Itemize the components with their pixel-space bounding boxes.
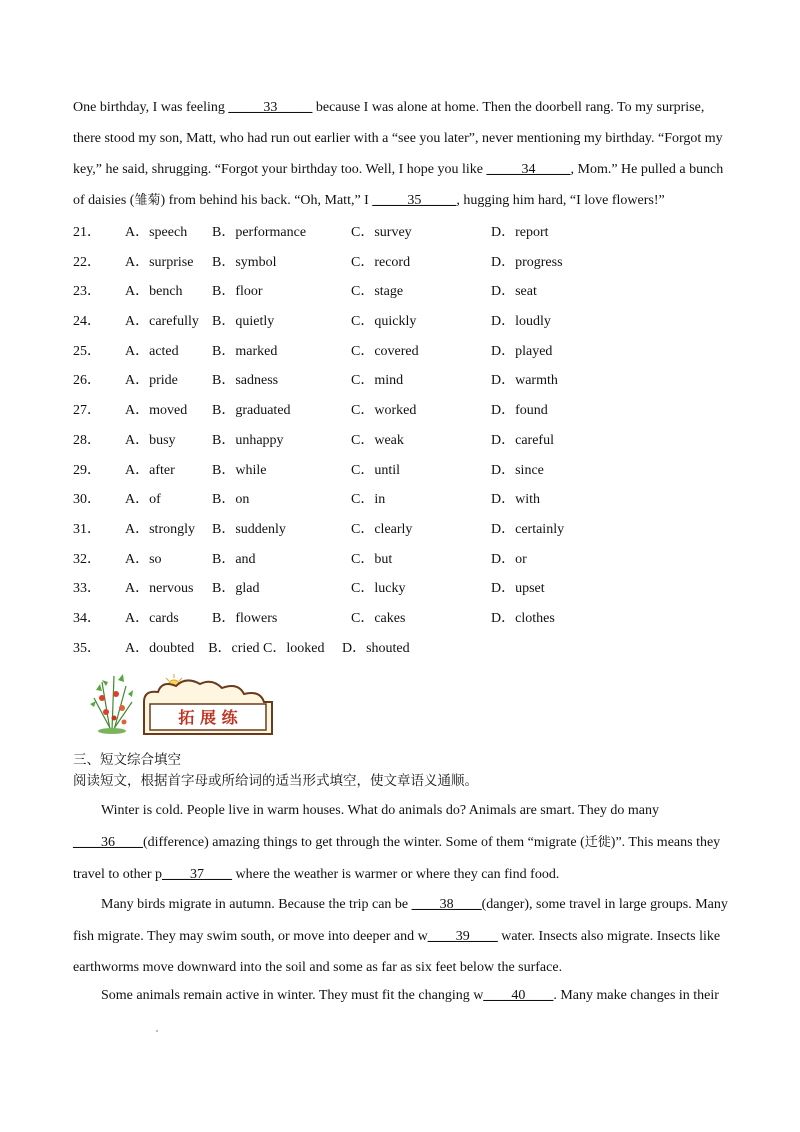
option-a[interactable]: A．surprise [125,254,194,270]
option-a[interactable]: A．pride [125,373,178,389]
question-number: 22． [73,254,101,270]
option-b[interactable]: B．graduated [212,403,291,419]
question-row [73,366,729,396]
option-b[interactable]: B．symbol [212,254,277,270]
passage-text: Winter is cold. People live in warm houses. What do animals do? Animals are smart. They do many [101,803,660,818]
option-a[interactable]: A．after [125,462,175,478]
option-a[interactable]: A．carefully [125,314,199,330]
passage-text: One birthday, I was feeling [73,100,229,115]
option-a[interactable]: A．cards [125,610,179,626]
question-row [73,515,729,545]
answer-options [73,218,729,663]
option-a[interactable]: A．busy [125,432,176,448]
option-a[interactable]: A．so [125,551,162,567]
option-c[interactable]: C．but [351,551,393,567]
passage-text: , hugging him hard, “I love flowers!” [456,193,665,208]
question-number: 27． [73,403,101,419]
option-d[interactable]: D．certainly [491,521,565,537]
chinese-gloss: 迁徙 [584,835,611,850]
option-b[interactable]: B．performance [212,225,307,240]
option-d[interactable]: D．with [491,492,540,508]
option-c[interactable]: C．clearly [351,521,413,537]
question-number: 33． [73,581,101,597]
passage-text: (danger), some travel in large groups. Many fish migrate. They may swim south, or move into deeper and w [73,897,728,944]
option-d[interactable]: D．warmth [491,373,558,389]
section-instruction: 阅读短文，根据首字母或所给词的适当形式填空，使文章语义通顺。 [73,773,478,789]
question-row [73,545,729,575]
blank-33[interactable]: _____33_____ [228,100,313,115]
option-d[interactable]: D．or [491,551,527,567]
option-d[interactable]: D．loudly [491,314,551,330]
section-banner [88,668,278,736]
passage-text: , Mom.” He pulled a bunch of daisies ( [73,162,724,208]
option-b[interactable]: B．glad [212,581,260,597]
question-row [73,485,729,515]
option-d[interactable]: D．progress [491,254,563,270]
blank-40[interactable]: ____40____ [483,988,554,1003]
option-c[interactable]: C．quickly [351,314,417,330]
passage-text: Some animals remain active in winter. They must fit the changing w [101,988,484,1003]
option-d[interactable]: D．careful [491,432,554,448]
chinese-gloss: 雏菊 [134,193,161,208]
question-row [73,604,729,634]
option-c[interactable]: C．weak [351,432,404,448]
option-b[interactable]: B．flowers [212,610,278,626]
option-d[interactable]: D．seat [491,284,537,300]
option-c[interactable]: C．mind [351,373,404,389]
question-row [73,426,729,456]
passage-text: (difference) amazing things to get through the winter. Some of them “migrate ( [143,835,585,850]
passage-paragraph-1 [73,92,729,216]
option-a[interactable]: A．speech [125,225,188,240]
scan-speck [156,1030,158,1032]
passage-paragraph-3 [73,889,729,984]
question-row [73,277,729,307]
option-b[interactable]: B．sadness [212,373,279,389]
option-c[interactable]: C．worked [351,403,417,419]
passage-text: where the weather is warmer or where they can find food. [232,867,560,882]
option-c[interactable]: C．cakes [351,610,406,626]
question-row [73,574,729,604]
option-c[interactable]: C．stage [351,284,404,300]
question-number: 32． [73,551,101,567]
blank-37[interactable]: ____37____ [162,867,233,882]
question-number: 31． [73,521,101,537]
option-d[interactable]: D．played [491,343,553,359]
question-row [73,218,729,248]
option-c[interactable]: C．lucky [351,581,406,597]
option-a[interactable]: A．acted [125,343,179,359]
option-a[interactable]: A．strongly [125,521,195,537]
option-b[interactable]: B．marked [212,343,278,359]
question-number: 35． [73,640,101,656]
question-row [73,307,729,337]
flower-plant-icon [90,674,133,734]
passage-text: ) from behind his back. “Oh, Matt,” I [160,193,373,208]
option-c[interactable]: C．in [351,492,386,508]
option-d[interactable]: D．found [491,403,548,419]
option-d[interactable]: D．report [491,225,549,240]
passage-paragraph-2 [73,795,729,891]
blank-35[interactable]: _____35_____ [372,193,457,208]
option-b[interactable]: B．quietly [212,314,275,330]
option-b[interactable]: B．while [212,462,267,478]
blank-36[interactable]: ____36____ [73,835,143,850]
option-c[interactable]: C．covered [351,343,419,359]
question-number: 21． [73,225,101,240]
option-a[interactable]: A．moved [125,403,188,419]
option-c[interactable]: C．record [351,254,411,270]
passage-text: )”. This means they travel to other p [73,835,721,882]
option-b[interactable]: B．suddenly [212,521,286,537]
blank-34[interactable]: _____34_____ [486,162,571,177]
option-a[interactable]: A．nervous [125,581,194,597]
question-row [73,634,729,664]
option-a[interactable]: A．of [125,492,161,508]
section-title: 三、短文综合填空 [73,752,181,768]
question-number: 29． [73,462,101,478]
question-row [73,248,729,278]
question-number: 28． [73,432,101,448]
blank-38[interactable]: ____38____ [411,897,482,912]
option-d[interactable]: D．since [491,462,544,478]
options-line-35[interactable]: A．doubted B．cried C．looked D．shouted [125,640,410,656]
option-a[interactable]: A．bench [125,284,183,300]
passage-text: Many birds migrate in autumn. Because the trip can be [101,897,412,912]
option-c[interactable]: C．until [351,462,401,478]
option-b[interactable]: B．floor [212,284,263,300]
question-number: 25． [73,343,101,359]
question-row [73,396,729,426]
question-row [73,456,729,486]
blank-39[interactable]: ____39____ [427,928,498,944]
question-number: 24． [73,314,101,330]
option-b[interactable]: B．and [212,551,256,567]
option-d[interactable]: D．upset [491,581,545,597]
option-b[interactable]: B．unhappy [212,432,284,448]
option-c[interactable]: C．survey [351,225,412,240]
question-row [73,337,729,367]
option-d[interactable]: D．clothes [491,610,555,626]
passage-paragraph-4 [73,980,729,1011]
banner-label: 拓 展 练 [178,708,238,727]
option-b[interactable]: B．on [212,492,250,508]
question-number: 30． [73,492,101,508]
passage-text: water. Insects also migrate. Insects like earthworms move downward into the soil and some as far as six feet below the surface. [73,928,721,975]
question-number: 26． [73,373,101,389]
passage-text: . Many make changes in their [553,988,719,1003]
question-number: 23． [73,284,101,300]
question-number: 34． [73,610,101,626]
passage-text: because I was alone at home. Then the doorbell rang. To my surprise, there stood my son, Matt, who had run out earlier with a “see you later”, never mentioning my birthday. “Forgot my key,” he said, shrugging. “Forgot your birthday too. Well, I hope you like [73,100,723,177]
